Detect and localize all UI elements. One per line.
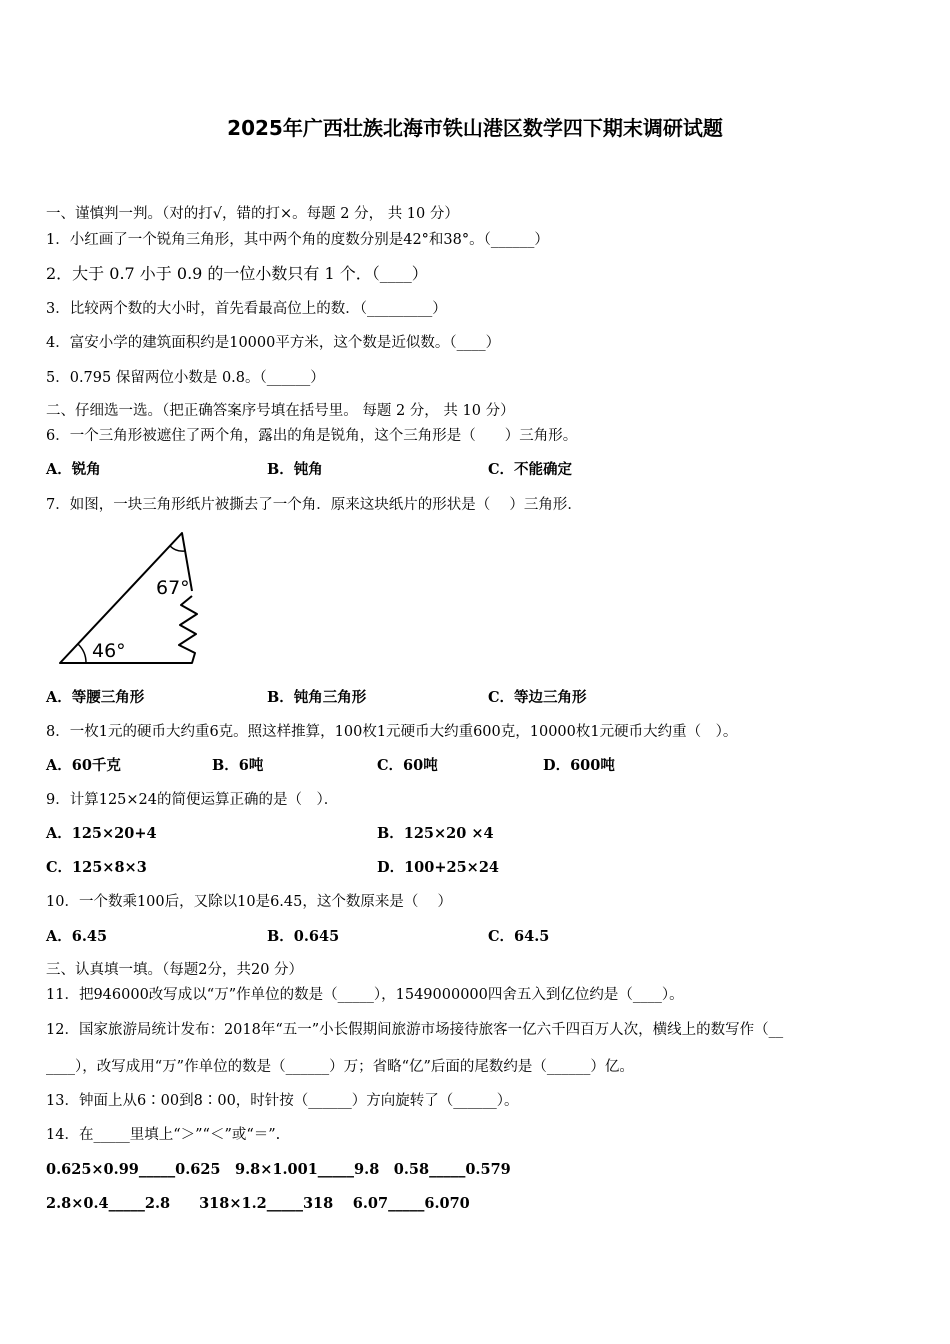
question-9: 9．计算125×24的简便运算正确的是（ ）． xyxy=(46,792,339,808)
q10-option-c: C．64.5 xyxy=(488,928,550,945)
q9-option-a: A．125×20+4 xyxy=(46,825,157,842)
question-13: 13．钟面上从6∶00到8∶00，时针按（______）方向旋转了（______）。 xyxy=(46,1093,519,1109)
q8-option-a: A．60千克 xyxy=(46,757,121,774)
section-header-1: 一、谨慎判一判。（对的打√，错的打×。每题 2 分， 共 10 分） xyxy=(46,206,459,222)
q9-option-c: C．125×8×3 xyxy=(46,859,147,876)
angle-label-left: 46° xyxy=(92,640,126,662)
question-8: 8．一枚1元的硬币大约重6克。照这样推算，100枚1元硬币大约重600克，10000枚1元硬币大约重（ ）。 xyxy=(46,724,738,740)
q7-option-b: B．钝角三角形 xyxy=(267,689,367,706)
q10-option-a: A．6.45 xyxy=(46,928,108,945)
q8-option-d: D．600吨 xyxy=(543,757,615,774)
question-6: 6．一个三角形被遮住了两个角，露出的角是锐角，这个三角形是（ ）三角形。 xyxy=(46,428,578,444)
torn-triangle-figure xyxy=(52,528,222,670)
question-1: 1．小红画了一个锐角三角形，其中两个角的度数分别是42°和38°。（______） xyxy=(46,232,549,248)
question-14: 14．在_____里填上“＞”“＜”或“＝”. xyxy=(46,1127,281,1143)
q7-option-a: A．等腰三角形 xyxy=(46,689,145,706)
q9-option-d: D．100+25×24 xyxy=(377,859,499,876)
q10-option-b: B．0.645 xyxy=(267,928,340,945)
question-7: 7．如图，一块三角形纸片被撕去了一个角．原来这块纸片的形状是（ ）三角形． xyxy=(46,497,582,513)
question-3: 3．比较两个数的大小时，首先看最高位上的数．（_________） xyxy=(46,301,447,317)
top-angle-arc xyxy=(170,546,185,551)
page-title: 2025年广西壮族北海市铁山港区数学四下期末调研试题 xyxy=(227,116,723,140)
question-2: 2．大于 0.7 小于 0.9 的一位小数只有 1 个．（____） xyxy=(46,264,428,283)
question-4: 4．富安小学的建筑面积约是10000平方米，这个数是近似数。（____） xyxy=(46,335,501,351)
q6-option-b: B．钝角 xyxy=(267,461,323,478)
question-5: 5．0.795 保留两位小数是 0.8。（______） xyxy=(46,370,325,386)
angle-label-top: 67° xyxy=(156,577,190,599)
left-angle-arc xyxy=(78,644,86,663)
question-12-line-1: 12．国家旅游局统计发布：2018年“五一”小长假期间旅游市场接待旅客一亿六千四百万人次，横线上的数写作（__ xyxy=(46,1022,784,1038)
section-header-3: 三、认真填一填。（每题2分，共20 分） xyxy=(46,962,304,978)
section-header-2: 二、仔细选一选。（把正确答案序号填在括号里。 每题 2 分， 共 10 分） xyxy=(46,403,515,419)
q6-option-a: A．锐角 xyxy=(46,461,101,478)
question-12-line-2: ____），改写成用“万”作单位的数是（______）万；省略“亿”后面的尾数约是（______）亿。 xyxy=(46,1059,634,1075)
question-14-row-2: 2.8×0.4_____2.8 318×1.2_____318 6.07_____6.070 xyxy=(46,1195,470,1212)
question-11: 11．把946000改写成以“万”作单位的数是（_____），1549000000四舍五入到亿位约是（____）。 xyxy=(46,987,684,1003)
question-10: 10．一个数乘100后，又除以10是6.45，这个数原来是（ ） xyxy=(46,894,452,910)
q9-option-b: B．125×20 ×4 xyxy=(377,825,494,842)
q7-option-c: C．等边三角形 xyxy=(488,689,587,706)
q8-option-c: C．60吨 xyxy=(377,757,438,774)
q8-option-b: B．6吨 xyxy=(212,757,264,774)
question-14-row-1: 0.625×0.99_____0.625 9.8×1.001_____9.8 0.58_____0.579 xyxy=(46,1161,511,1178)
q6-option-c: C．不能确定 xyxy=(488,461,573,478)
